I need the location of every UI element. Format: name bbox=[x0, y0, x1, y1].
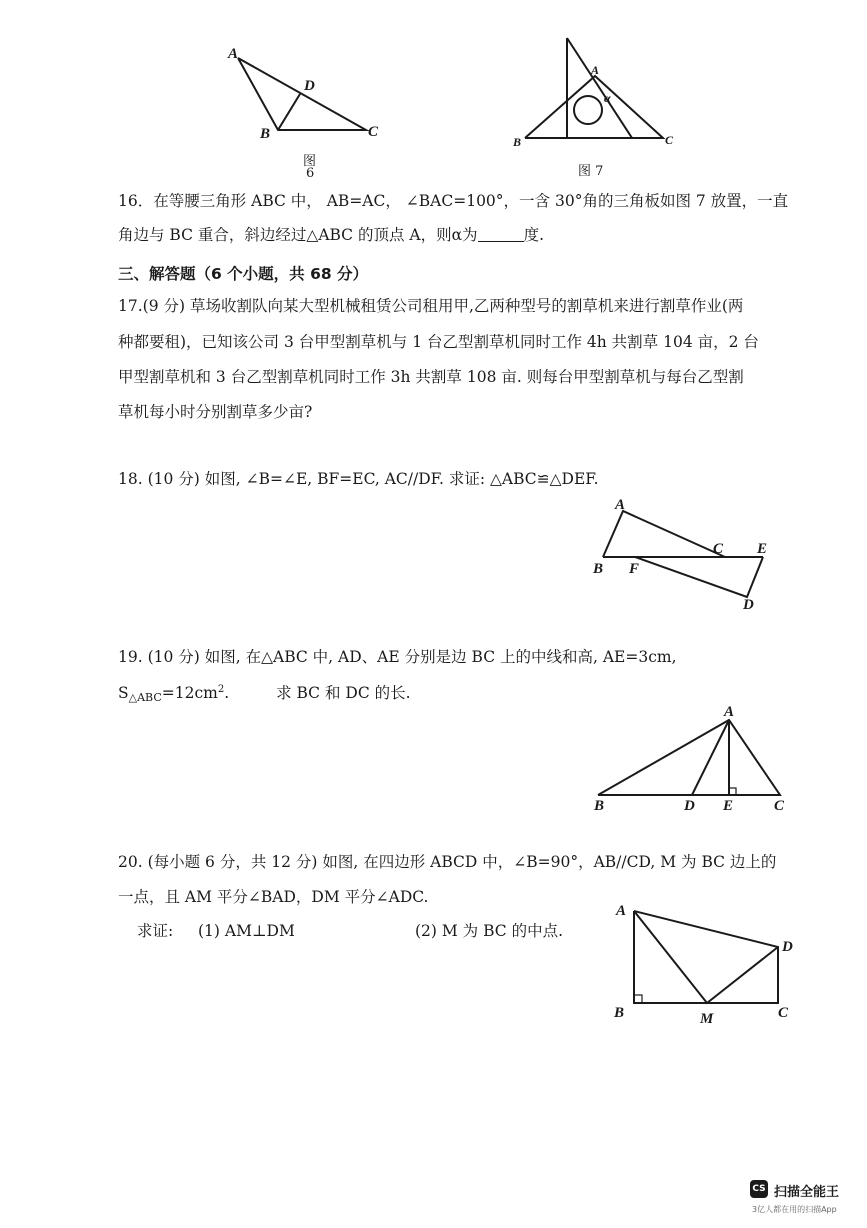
section-3-title: 三、解答题（6 个小题，共 68 分） bbox=[118, 265, 369, 283]
q19-line-2 bbox=[118, 685, 411, 703]
fig6-label-a: A bbox=[228, 46, 239, 62]
q19-line-1: 19. (10 分) 如图, 在△ABC 中, AD、AE 分别是边 BC 上的中线和高, AE=3cm, bbox=[118, 648, 677, 666]
fig7-caption: 图 7 bbox=[578, 164, 604, 179]
figure-20 bbox=[610, 895, 810, 1030]
scanner-logo-icon: CS bbox=[750, 1180, 768, 1198]
fig20-right-angle-mark bbox=[634, 995, 642, 1003]
fig19-label-b: B bbox=[594, 798, 605, 814]
figure-7 bbox=[505, 30, 685, 155]
fig19-right-angle-mark bbox=[729, 788, 736, 795]
fig18-label-b: B bbox=[593, 561, 604, 577]
fig18-label-d: D bbox=[743, 597, 754, 613]
q16-line-1: 16．在等腰三角形 ABC 中， AB=AC， ∠BAC=100°，一含 30°角的三角板如图 7 放置，一直 bbox=[118, 192, 789, 210]
fig20-label-c: C bbox=[778, 1005, 789, 1021]
fig20-segments-am-md bbox=[634, 911, 778, 1003]
q19-area-s: S bbox=[118, 684, 129, 702]
scanner-title: 扫描全能王 bbox=[774, 1185, 840, 1200]
fig20-quadrilateral bbox=[634, 911, 778, 1003]
fig7-label-alpha: α bbox=[604, 91, 611, 105]
q16-line-2-text: 角边与 BC 重合，斜边经过△ABC 的顶点 A，则α为 bbox=[118, 226, 478, 244]
fig18-triangle-abc bbox=[603, 511, 725, 557]
fig19-label-d: D bbox=[684, 798, 695, 814]
fig19-triangle bbox=[598, 720, 780, 795]
q19-area-end: . bbox=[224, 684, 230, 702]
fig6-caption-2: 6 bbox=[306, 166, 315, 181]
fig6-label-b: B bbox=[260, 126, 271, 142]
fig18-label-a: A bbox=[615, 497, 626, 513]
fig20-label-m: M bbox=[700, 1011, 714, 1027]
q18-line-1: 18. (10 分) 如图, ∠B=∠E, BF=EC, AC//DF. 求证: △ABC≌△DEF. bbox=[118, 470, 599, 488]
q20-part-1: (1) AM⊥DM bbox=[198, 922, 295, 940]
fig19-label-a: A bbox=[724, 704, 735, 720]
scanner-subtitle: 3亿人都在用的扫描App bbox=[752, 1205, 837, 1214]
q17-line-4: 草机每小时分别割草多少亩? bbox=[118, 403, 313, 421]
fig6-label-c: C bbox=[368, 124, 379, 140]
q19-area-sub: △ABC bbox=[128, 691, 162, 704]
fig6-label-d: D bbox=[304, 78, 315, 94]
answer-blank[interactable] bbox=[478, 227, 524, 242]
fig20-label-d: D bbox=[782, 939, 793, 955]
fig7-triangle-abc bbox=[525, 76, 663, 138]
figure-6 bbox=[220, 40, 390, 150]
figure-19 bbox=[588, 700, 798, 815]
q17-line-1: 17.(9 分) 草场收割队向某大型机械租赁公司租用甲,乙两种型号的割草机来进行割草作业(两 bbox=[118, 297, 744, 315]
q17-line-3: 甲型割草机和 3 台乙型割草机同时工作 3h 共割草 108 亩. 则每台甲型割草机与每台乙型割 bbox=[118, 368, 744, 386]
q20-line-1: 20. (每小题 6 分，共 12 分) 如图, 在四边形 ABCD 中，∠B=90°，AB//CD, M 为 BC 边上的 bbox=[118, 853, 777, 871]
fig18-label-e: E bbox=[757, 541, 768, 557]
fig19-label-e: E bbox=[723, 798, 734, 814]
q20-line-2: 一点，且 AM 平分∠BAD，DM 平分∠ADC. bbox=[118, 888, 429, 906]
q17-line-2: 种都要租)，已知该公司 3 台甲型割草机与 1 台乙型割草机同时工作 4h 共割草 104 亩，2 台 bbox=[118, 333, 759, 351]
fig7-hole bbox=[574, 96, 602, 124]
q19-ask: 求 BC 和 DC 的长. bbox=[276, 684, 411, 702]
fig6-segment-bd bbox=[278, 94, 300, 130]
fig18-triangle-def bbox=[635, 557, 763, 597]
fig7-label-a: A bbox=[591, 63, 600, 77]
fig19-label-c: C bbox=[774, 798, 785, 814]
fig20-label-a: A bbox=[616, 903, 627, 919]
fig7-set-square bbox=[567, 38, 632, 138]
q20-prove-label: 求证: bbox=[137, 922, 174, 940]
q16-line-2-end: 度. bbox=[523, 226, 544, 244]
fig6-triangle bbox=[238, 58, 366, 130]
q19-area-sup: 2 bbox=[217, 684, 225, 695]
fig6-caption-1: 图 bbox=[303, 154, 317, 169]
fig18-label-c: C bbox=[713, 541, 724, 557]
fig20-label-b: B bbox=[614, 1005, 625, 1021]
q19-area-eq: =12cm bbox=[161, 684, 218, 702]
figure-18 bbox=[585, 495, 785, 615]
fig7-label-b: B bbox=[513, 135, 522, 149]
q16-line-2 bbox=[118, 227, 544, 244]
fig7-label-c: C bbox=[665, 133, 674, 147]
q20-part-2: (2) M 为 BC 的中点. bbox=[415, 922, 563, 940]
fig18-label-f: F bbox=[629, 561, 640, 577]
